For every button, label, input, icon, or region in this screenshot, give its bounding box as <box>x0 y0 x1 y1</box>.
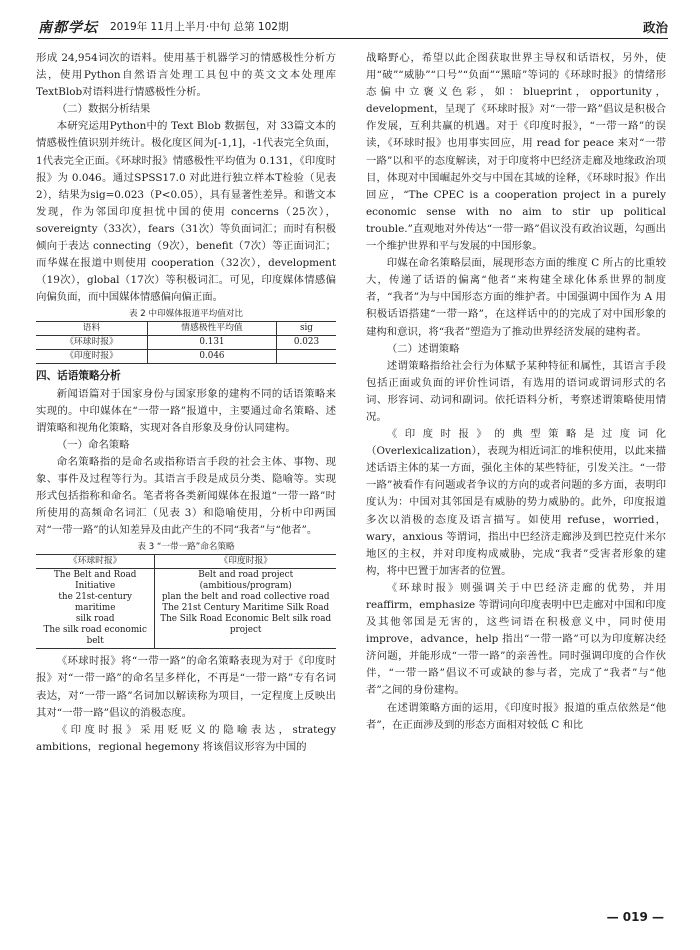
page-number: — 019 — <box>606 910 664 924</box>
paragraph: 本研究运用Python中的 Text Blob 数据包，对 33篇文本的情感极性值识别并统计。极化度区间为[-1,1]，-1代表完全负面，1代表完全正面。《环球时报》情感极性平均值为 0.131，《印度时报》为 0.046。通过SPSS17.0 对此进行独立样本T检验（见表 2），结果为sig=0.023（P<0.05），具有显著性差异。和谐文本发现，作为邻国印度担忧中国的使用 concerns（25次），sovereignty（33次），fears（31次）等负面词汇；而时有积极倾向于表达 connecting（9次），benefit（7次）等正面词汇；而华媒在报道中则使用 cooperation（32次），development（19次），global（17次）等积极词汇。可见，印度媒体情感偏向偏负面，而中国媒体情感偏向偏正面。 <box>36 120 336 304</box>
paragraph: 述谓策略指给社会行为体赋予某种特征和属性，其语言手段包括正面或负面的评价性词语，有选用的语词或谓词形式的名词、形容词、动词和副词。依托语料分析，考察述谓策略使用情况。 <box>366 359 666 423</box>
table-cell: 《印度时报》 <box>36 350 147 364</box>
table-3 <box>36 554 336 649</box>
table-cell: 0.046 <box>147 350 276 364</box>
paragraph: 形成 24,954词次的语料。使用基于机器学习的情感极性分析方法，使用Python自然语言处理工具包中的英文文本处理库TextBlob对语料进行情感极性分析。 <box>36 52 336 99</box>
table-row <box>36 350 336 364</box>
journal-name: 南都学坛 <box>38 20 98 36</box>
left-column <box>36 50 336 756</box>
paragraph: 《环球时报》将“一带一路”的命名策略表现为对于《印度时报》对“一带一路”的命名呈多样化，不再是“一带一路”专有名词表达，对“一带一路”名词加以解读称为项目，一定程度上反映出其对“一带一路”倡议的消极态度。 <box>36 655 336 719</box>
table-2 <box>36 321 336 364</box>
paragraph: 新闻语篇对于国家身份与国家形象的建构不同的话语策略来实现的。中印媒体在“一带一路”报道中，主要通过命名策略、述谓策略和视角化策略，实现对各自形象及身份认同建构。 <box>36 387 336 434</box>
table-header-cell: 语料 <box>36 322 147 336</box>
subsection-heading: （二）数据分析结果 <box>56 103 151 116</box>
page-header <box>38 16 668 39</box>
table-header-cell: 情感极性平均值 <box>147 322 276 336</box>
section-name: 政治 <box>642 20 668 35</box>
right-column <box>366 50 666 734</box>
table-header-cell: 《印度时报》 <box>155 555 336 569</box>
table-cell: Belt and road project (ambitious/program) plan the belt and road collective road The 21st Century Maritime Silk Road The Silk Road Economic Belt silk road project <box>155 569 336 649</box>
paragraph: 在述谓策略方面的运用，《印度时报》报道的重点依然是“他者”，在正面涉及到的形态方面相对较低 C 和比 <box>366 701 666 731</box>
table-cell: 0.023 <box>276 336 336 350</box>
issue-info: 2019年 11月上半月·中旬 总第 102期 <box>110 21 289 33</box>
paragraph: 《印度时报》的典型策略是过度词化（Overlexicalization），表现为相近词汇的堆积使用，以此来描述话语主体的某一方面，强化主体的某些特征，引发关注。“一带一路”被看作有问题或者争议的方向的或者问题的多方面，表明印度认为：中国对其邻国是有威胁的势力威胁的。此外，印度报道多次以消极的态度及语言描写。如使用 refuse，worried，wary，anxious 等谓词，指出中巴经济走廊涉及到巴控克什米尔地区的主权，并对印度构成威胁，完成“我者”受害者形象的建构，将中巴置于加害者的位置。 <box>366 428 666 577</box>
section-heading: 四、话语策略分析 <box>36 370 121 383</box>
paragraph: 战略野心，希望以此企图获取世界主导权和话语权，另外，使用“破”“威胁”“口号”“负面”“黑暗”等词的《环球时报》的情绪形态偏中立褒义色彩，如：blueprint，opportunity，development，呈现了《环球时报》对“一带一路”倡议是积极合作发展，互利共赢的机遇。对于《印度时报》，“一带一路”的误读，《环球时报》也用事实回应，用 read for peace 来对“一带一路”以和平的态度解读，对于印度将中巴经济走廊及地缘政治项目，体现对中国崛起外交与中国在其域的诠释，《环球时报》作出回应，“The CPEC is a cooperation project in a purely economic sense with no aim to stir up political trouble.”直观地对外传达“一带一路”倡议没有政治议题，勾画出一个维护世界和平与发展的中国形象。 <box>366 52 666 253</box>
paragraph: 《印度时报》采用贬贬义的隐喻表达，strategy ambitions，regional hegemony 将该倡议形容为中国的 <box>36 723 336 753</box>
paragraph: 印媒在命名策略层面，展现形态方面的维度 C 所占的比重较大，传递了话语的偏离“他者”来构建全球化体系世界的制度者，“我者”为与中国形态方面的维护者。中国强调中国作为 A 用积极话语搭建“一带一路”，在这样话中的的完成了对中国形象的建构和意识，将“我者”塑造为了推动世界经济发展的建构者。 <box>366 257 666 338</box>
paragraph: 命名策略指的是命名或指称语言手段的社会主体、事物、现象、事件及过程等行为。其语言手段是成员分类、隐喻等。实现形式包括指称和命名。笔者将各类新闻媒体在报道“一带一路”时所使用的高频命名词汇（见表 3）和隐喻使用，分析中印两国对“一带一路”的认知差异及由此产生的不同“我者”与“他者”。 <box>36 455 336 537</box>
table-cell: 0.131 <box>147 336 276 350</box>
table-cell <box>276 350 336 364</box>
subsection-heading: （一）命名策略 <box>56 438 130 451</box>
table-cell: The Belt and Road Initiative the 21st-century maritime silk road The silk road economic belt <box>36 569 155 649</box>
table-row <box>36 569 336 649</box>
table-caption: 表 2 中印媒体报道平均值对比 <box>128 309 244 320</box>
table-caption: 表 3 “一带一路”命名策略 <box>137 542 235 553</box>
subsection-heading: （二）述谓策略 <box>386 342 460 355</box>
table-header-cell: 《环球时报》 <box>36 555 155 569</box>
table-header-cell: sig <box>276 322 336 336</box>
table-row <box>36 336 336 350</box>
table-cell: 《环球时报》 <box>36 336 147 350</box>
paragraph: 《环球时报》则强调关于中巴经济走廊的优势，并用 reaffirm，emphasize 等谓词向印度表明中巴走廊对中国和印度及其他邻国是无害的，这些词语在积极意义中，同时使用 improve，advance，help 指出“一带一路”可以为印度解决经济问题，并能形成“一带一路”的亲善性。同时强调印度的合作伙伴，“一带一路”倡议不可或缺的参与者，完成了“我者”与“他者”之间的身份建构。 <box>366 581 666 697</box>
